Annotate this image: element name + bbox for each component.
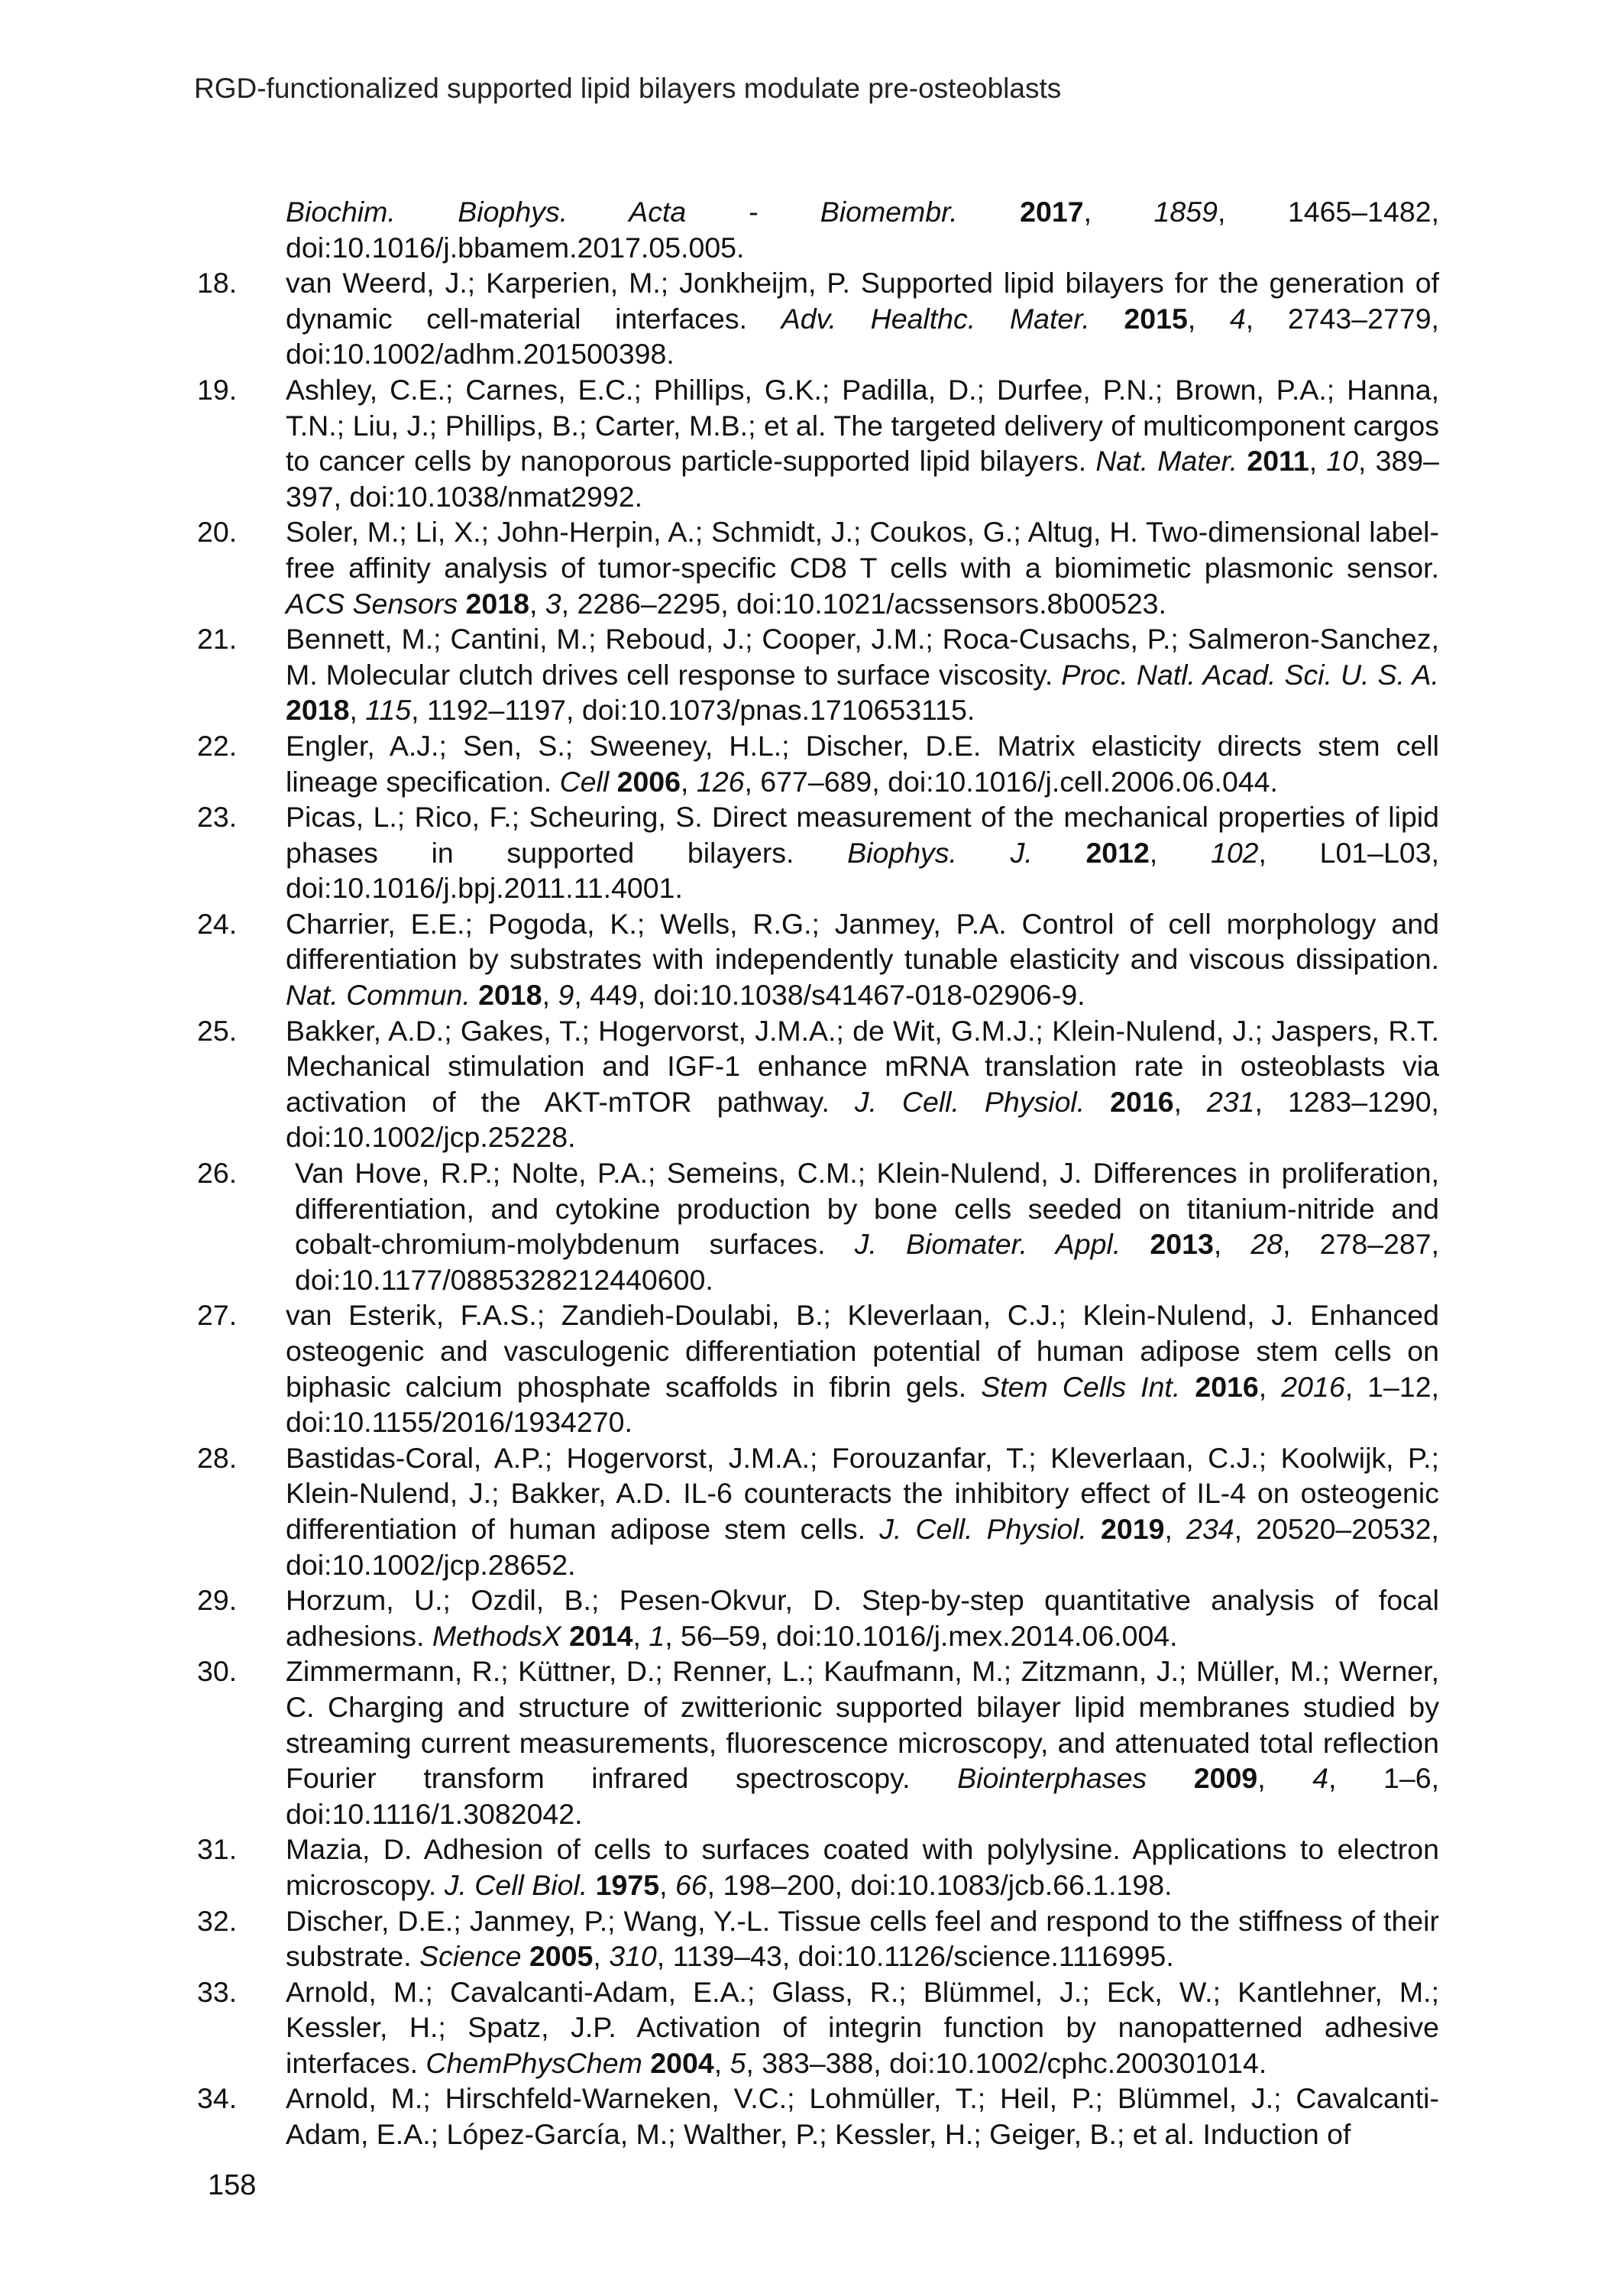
year-text: 2017 [1020, 196, 1084, 228]
reference-text-segment [471, 979, 478, 1011]
year-text: 2016 [1110, 1085, 1174, 1118]
reference-text [286, 1655, 1439, 1829]
journal-or-volume-text: Nat. Mater. [1095, 445, 1238, 478]
journal-or-volume-text: J. Biomater. Appl. [854, 1228, 1121, 1261]
reference-text-segment [1180, 1371, 1195, 1403]
journal-or-volume-text: Stem Cells Int. [981, 1370, 1181, 1403]
reference-text-segment: , 278–287, doi:10.1177/0885328212440600. [295, 1228, 1440, 1296]
reference-text-segment: van Weerd, J.; Karperien, M.; Jonkheijm, P. Supported lipid bilayers for the generation of dynamic cell-material interfaces. [286, 267, 1439, 335]
reference-text-segment: , 56–59, doi:10.1016/j.mex.2014.06.004. [665, 1619, 1178, 1652]
journal-or-volume-text: 4 [1312, 1762, 1329, 1795]
reference-number: 22. [197, 729, 238, 762]
reference-text-segment: , [1173, 1085, 1207, 1118]
reference-text-segment: Arnold, M.; Hirschfeld-Warneken, V.C.; Lohmüller, T.; Heil, P.; Blümmel, J.; Cavalcanti-Adam, E.A.; López-García, M.; Walther, P.; Kessler, H.; Geiger, B.; et al. Induction of [286, 2082, 1439, 2151]
reference-text [286, 2082, 1439, 2150]
journal-or-volume-text: 3 [545, 587, 561, 620]
reference-text-segment [561, 1620, 569, 1652]
journal-or-volume-text: 1 [649, 1619, 665, 1652]
reference-item [197, 1297, 1439, 1440]
reference-item [197, 1653, 1439, 1831]
reference-text [286, 1833, 1439, 1901]
reference-item [197, 621, 1439, 728]
reference-number: 34. [197, 2082, 238, 2115]
journal-or-volume-text: 66 [675, 1868, 707, 1901]
reference-text-segment: , 1465–1482, doi:10.1016/j.bbamem.2017.05.005. [286, 196, 1439, 264]
reference-text-segment: , 198–200, doi:10.1083/jcb.66.1.198. [707, 1868, 1173, 1901]
reference-text-segment: van Esterik, F.A.S.; Zandieh-Doulabi, B.; Kleverlaan, C.J.; Klein-Nulend, J. Enhanced osteogenic and vasculogenic differentiation potential of human adipose stem cells on biphasic calcium phosphate scaffolds in fibrin gels. [286, 1299, 1439, 1403]
reference-text-segment: , 1283–1290, doi:10.1002/jcp.25228. [286, 1085, 1439, 1154]
reference-number: 25. [197, 1014, 238, 1047]
journal-or-volume-text: 1859 [1153, 196, 1218, 228]
reference-text-segment [958, 196, 1021, 228]
year-text: 2018 [478, 979, 542, 1012]
reference-text-segment: , [542, 979, 558, 1012]
journal-or-volume-text: 28 [1250, 1228, 1283, 1261]
reference-number: 32. [197, 1904, 238, 1937]
reference-number: 29. [197, 1584, 238, 1617]
year-text: 2005 [529, 1940, 594, 1973]
reference-text-segment: , [713, 2046, 730, 2079]
reference-text-segment: Zimmermann, R.; Küttner, D.; Renner, L.; Kaufmann, M.; Zitzmann, J.; Müller, M.; Werner, C. Charging and structure of zwitterionic supported bilayer lipid membranes studied by streaming current measurements, fluorescence microscopy, and attenuated total reflection Fourier transform infrared spectroscopy. [286, 1655, 1439, 1795]
reference-text-segment: Bakker, A.D.; Gakes, T.; Hogervorst, J.M.A.; de Wit, G.M.J.; Klein-Nulend, J.; Jaspers, R.T. Mechanical stimulation and IGF-1 enhance mRNA translation rate in osteoblasts via activation of the AKT-mTOR pathway. [286, 1014, 1439, 1118]
reference-text [295, 1157, 1439, 1296]
reference-text-segment: , [1213, 1228, 1251, 1261]
journal-or-volume-text: Biochim. Biophys. Acta - Biomembr. [286, 196, 958, 228]
reference-text-segment [1033, 837, 1086, 869]
reference-item [197, 728, 1439, 799]
reference-number: 33. [197, 1975, 238, 2008]
reference-list [197, 194, 1439, 2152]
reference-item [197, 2081, 1439, 2152]
reference-text-segment [1147, 1762, 1194, 1794]
reference-number: 27. [197, 1299, 238, 1332]
reference-text [286, 516, 1439, 619]
journal-or-volume-text: 234 [1186, 1512, 1234, 1545]
reference-text-segment: Charrier, E.E.; Pogoda, K.; Wells, R.G.; Janmey, P.A. Control of cell morphology and differentiation by substrates with independently tunable elasticity and viscous dissipation. [286, 907, 1439, 976]
page-number: 158 [208, 2169, 257, 2201]
reference-number: 24. [197, 907, 238, 940]
reference-text-segment: Ashley, C.E.; Carnes, E.C.; Phillips, G.K.; Padilla, D.; Durfee, P.N.; Brown, P.A.; Hanna, T.N.; Liu, J.; Phillips, B.; Carter, M.B.; et al. The targeted delivery of multicomponent cargos to cancer cells by nanoporous particle-supported lipid bilayers. [286, 373, 1439, 478]
reference-text [286, 1584, 1439, 1652]
reference-text-segment [522, 1940, 529, 1972]
reference-item [197, 1013, 1439, 1155]
journal-or-volume-text: J. Cell. Physiol. [879, 1512, 1087, 1545]
reference-item [197, 1155, 1439, 1297]
journal-or-volume-text: 102 [1210, 836, 1259, 869]
reference-text-segment: Mazia, D. Adhesion of cells to surfaces coated with polylysine. Applications to electron microscopy. [286, 1833, 1439, 1901]
journal-or-volume-text: 9 [558, 979, 574, 1012]
year-text: 2011 [1247, 445, 1309, 478]
journal-or-volume-text: 5 [730, 2046, 746, 2079]
reference-text [286, 267, 1439, 370]
reference-text-segment: , [1164, 1512, 1187, 1545]
year-text: 2016 [1195, 1370, 1259, 1403]
journal-or-volume-text: 126 [696, 765, 745, 798]
journal-or-volume-text: Biointerphases [957, 1762, 1147, 1795]
journal-or-volume-text: 310 [609, 1940, 657, 1973]
reference-number: 28. [197, 1441, 238, 1474]
reference-text-segment [458, 588, 465, 620]
year-text: 2009 [1193, 1762, 1258, 1795]
reference-item [197, 1831, 1439, 1903]
reference-number: 19. [197, 373, 238, 406]
reference-text-segment: , [593, 1940, 610, 1973]
reference-number: 26. [197, 1157, 238, 1190]
reference-text-segment: Horzum, U.; Ozdil, B.; Pesen-Okvur, D. Step-by-step quantitative analysis of focal adhesions. [286, 1584, 1439, 1652]
reference-text-segment: Bennett, M.; Cantini, M.; Reboud, J.; Cooper, J.M.; Roca-Cusachs, P.; Salmeron-Sanchez, M. Molecular clutch drives cell response to surface viscosity. [286, 623, 1439, 691]
reference-text [286, 623, 1439, 726]
reference-item [197, 372, 1439, 514]
journal-or-volume-text: Biophys. J. [847, 836, 1033, 869]
year-text: 2015 [1124, 302, 1188, 335]
reference-text-segment: , 383–388, doi:10.1002/cphc.200301014. [746, 2046, 1267, 2079]
reference-text-segment [1085, 1086, 1110, 1118]
reference-text-segment [609, 766, 616, 798]
reference-text-segment: Soler, M.; Li, X.; John-Herpin, A.; Schmidt, J.; Coukos, G.; Altug, H. Two-dimensional label-free affinity analysis of tumor-specific CD8 T cells with a biomimetic plasmonic sensor. [286, 516, 1439, 584]
reference-text-segment: , [632, 1619, 649, 1652]
journal-or-volume-text: ACS Sensors [286, 587, 458, 620]
reference-text-segment: , 1–12, doi:10.1155/2016/1934270. [286, 1370, 1439, 1439]
journal-or-volume-text: Cell [559, 765, 610, 798]
reference-text-segment [1090, 303, 1124, 335]
reference-text-segment: , [529, 587, 545, 620]
reference-number: 31. [197, 1833, 238, 1866]
year-text: 2012 [1085, 836, 1150, 869]
reference-text [286, 730, 1439, 798]
reference-text [286, 1442, 1439, 1581]
year-text: 2014 [569, 1619, 633, 1652]
reference-item [197, 265, 1439, 372]
reference-text-segment: , [1083, 196, 1154, 228]
reference-text-segment: , [681, 765, 697, 798]
year-text: 2013 [1150, 1228, 1214, 1261]
running-head: RGD-functionalized supported lipid bilayers modulate pre-osteoblasts [194, 73, 1062, 104]
reference-number: 18. [197, 267, 238, 300]
reference-text [286, 196, 1439, 264]
reference-text [286, 1299, 1439, 1438]
reference-text-segment: Bastidas-Coral, A.P.; Hogervorst, J.M.A.; Forouzanfar, T.; Kleverlaan, C.J.; Koolwijk, P.; Klein-Nulend, J.; Bakker, A.D. IL-6 counteracts the inhibitory effect of IL-4 on osteogenic differentiation of human adipose stem cells. [286, 1441, 1439, 1545]
year-text: 2006 [616, 765, 681, 798]
reference-text-segment: , 2743–2779, doi:10.1002/adhm.201500398. [286, 302, 1439, 371]
journal-or-volume-text: 4 [1229, 302, 1246, 335]
journal-or-volume-text: Adv. Healthc. Mater. [781, 302, 1090, 335]
reference-text-segment [1087, 1513, 1101, 1545]
journal-or-volume-text: MethodsX [432, 1619, 561, 1652]
reference-text-segment [1121, 1228, 1150, 1260]
reference-text [286, 1905, 1439, 1973]
reference-text-segment: , [659, 1868, 675, 1901]
reference-text-segment: Engler, A.J.; Sen, S.; Sweeney, H.L.; Discher, D.E. Matrix elasticity directs stem cell lineage specification. [286, 729, 1439, 798]
reference-text [286, 1015, 1439, 1154]
journal-or-volume-text: 115 [365, 694, 412, 727]
reference-text-segment: , 449, doi:10.1038/s41467-018-02906-9. [574, 979, 1085, 1012]
reference-text [286, 1976, 1439, 2079]
reference-text-segment: Discher, D.E.; Janmey, P.; Wang, Y.-L. Tissue cells feel and respond to the stiffness of their substrate. [286, 1904, 1439, 1973]
reference-item [197, 1974, 1439, 2081]
journal-or-volume-text: 2016 [1281, 1370, 1345, 1403]
year-text: 2018 [286, 694, 350, 727]
reference-text-segment: Arnold, M.; Cavalcanti-Adam, E.A.; Glass, R.; Blümmel, J.; Eck, W.; Kantlehner, M.; Kessler, H.; Spatz, J.P. Activation of integrin function by nanopatterned adhesive interfaces. [286, 1975, 1439, 2079]
reference-text-segment: , [1187, 302, 1230, 335]
reference-text-segment: , 1192–1197, doi:10.1073/pnas.1710653115. [411, 694, 975, 727]
reference-item [197, 1582, 1439, 1653]
reference-text-segment: , [349, 694, 366, 727]
reference-text-segment: , L01–L03, doi:10.1016/j.bpj.2011.11.4001. [286, 836, 1440, 905]
reference-text-segment: Van Hove, R.P.; Nolte, P.A.; Semeins, C.M.; Klein-Nulend, J. Differences in proliferation, differentiation, and cytokine production by bone cells seeded on titanium-nitride and cobalt-chromium-molybdenum surfaces. [295, 1157, 1439, 1261]
journal-or-volume-text: J. Cell Biol. [444, 1868, 588, 1901]
reference-text-segment: , [1149, 836, 1211, 869]
reference-text-segment: , 1139–43, doi:10.1126/science.1116995. [656, 1940, 1174, 1973]
year-text: 1975 [595, 1868, 660, 1901]
reference-item [197, 1903, 1439, 1974]
reference-text-segment: , 389–397, doi:10.1038/nmat2992. [286, 445, 1440, 513]
journal-or-volume-text: 10 [1326, 445, 1359, 478]
reference-item [197, 1440, 1439, 1582]
reference-text-segment: , [1258, 1370, 1282, 1403]
reference-number: 23. [197, 801, 238, 834]
journal-or-volume-text: Science [419, 1940, 522, 1973]
reference-text [286, 374, 1439, 513]
reference-text-segment: , [1309, 445, 1327, 478]
reference-item [197, 906, 1439, 1013]
reference-number: 30. [197, 1655, 238, 1688]
reference-text [286, 801, 1439, 904]
reference-text-segment [587, 1869, 595, 1901]
reference-item [197, 799, 1439, 906]
reference-text-segment: , [1257, 1762, 1313, 1795]
reference-item [197, 514, 1439, 621]
journal-or-volume-text: 231 [1206, 1085, 1255, 1118]
reference-text-segment: , 1–6, doi:10.1116/1.3082042. [286, 1762, 1439, 1830]
year-text: 2018 [465, 587, 529, 620]
journal-or-volume-text: Proc. Natl. Acad. Sci. U. S. A. [1061, 658, 1439, 691]
reference-text [286, 908, 1439, 1011]
reference-text-segment [1237, 445, 1247, 477]
reference-number: 20. [197, 516, 238, 549]
year-text: 2019 [1101, 1512, 1165, 1545]
journal-or-volume-text: Nat. Commun. [286, 979, 471, 1012]
journal-or-volume-text: J. Cell. Physiol. [854, 1085, 1085, 1118]
reference-number: 21. [197, 623, 238, 656]
reference-text-segment [642, 2047, 650, 2079]
reference-text-segment: , 677–689, doi:10.1016/j.cell.2006.06.044. [744, 765, 1278, 798]
journal-or-volume-text: ChemPhysChem [425, 2046, 642, 2079]
reference-text-segment: , 2286–2295, doi:10.1021/acssensors.8b00523. [561, 587, 1166, 620]
reference-text-segment: Picas, L.; Rico, F.; Scheuring, S. Direct measurement of the mechanical properties of lipid phases in supported bilayers. [286, 801, 1439, 869]
reference-text-segment: , 20520–20532, doi:10.1002/jcp.28652. [286, 1512, 1439, 1581]
reference-item [197, 194, 1439, 265]
year-text: 2004 [650, 2046, 714, 2079]
